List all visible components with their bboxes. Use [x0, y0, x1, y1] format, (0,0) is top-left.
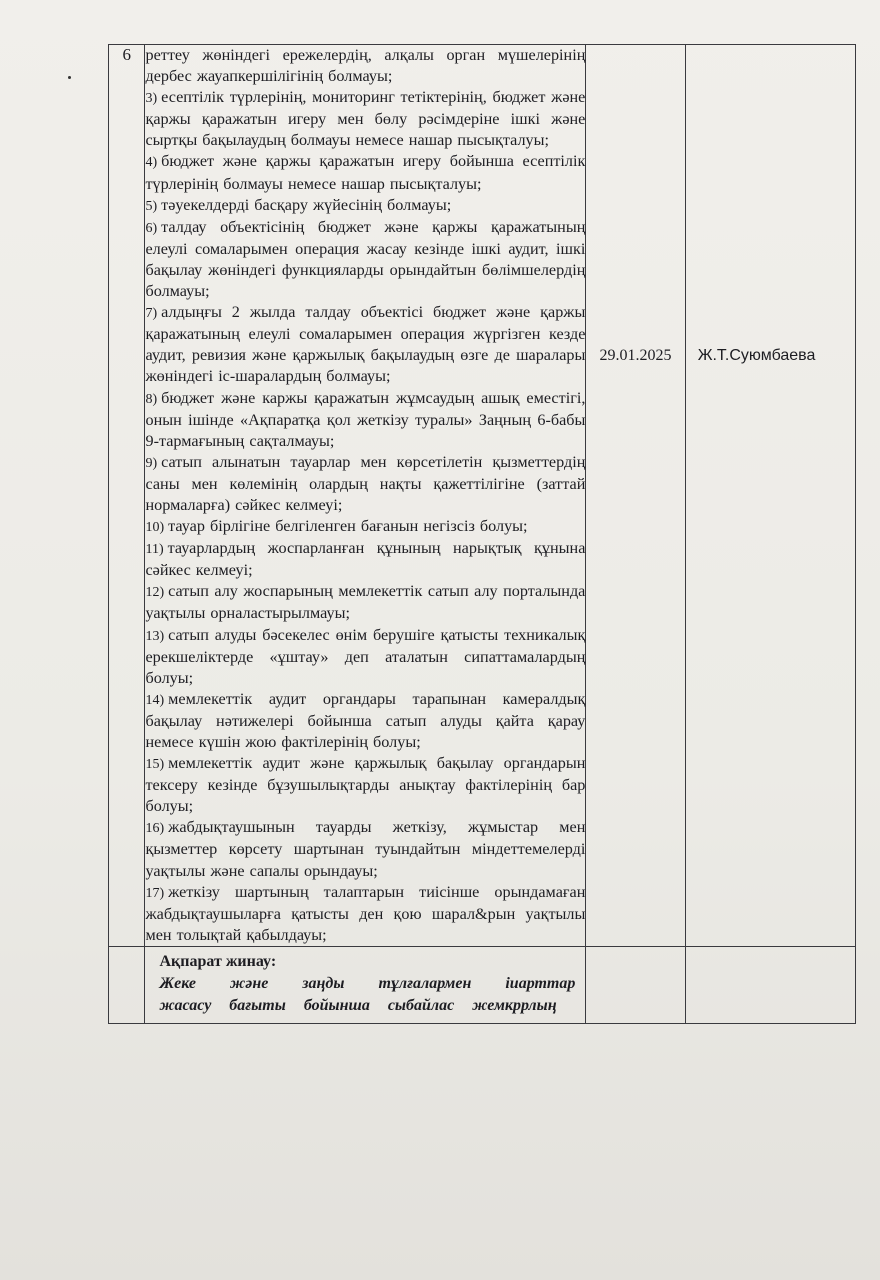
- item-text: бюджет және каржы қаражатын жұмсаудың ашық еместігі, онын ішінде «Ақпаратқа қол жеткізу туралы» Заңның 6-бабы 9-тармағының сақталмауы;: [145, 388, 586, 450]
- item-text: тәуекелдерді басқару жүйесінің болмауы;: [161, 195, 452, 214]
- section-heading: Ақпарат жинау:: [159, 952, 277, 970]
- item-marker: 6): [145, 220, 158, 236]
- list-item: [145, 217, 585, 302]
- item-text: сатып алынатын тауарлар мен көрсетілетін қызметтердің саны мен көлемінің олардың нақты қажеттілігіне (заттай нормаларға) сәйкес келмеуі;: [145, 452, 586, 514]
- list-item: [145, 388, 585, 452]
- section-subheading: Жеке және заңды тұлғалармен іиарттар жасасу бағыты бойынша сыбайлас жемкррлың: [159, 974, 576, 1014]
- item-text: бюджет және қаржы қаражатын игеру бойынша есептілік түрлерінің болмауы немесе нашар пысықталуы;: [145, 152, 586, 193]
- row-number: 6: [109, 45, 145, 947]
- list-item: [145, 87, 585, 151]
- date-cell-empty: [586, 946, 685, 1023]
- item-text: тауар бірлігіне белгіленген бағанын негізсіз болуы;: [168, 517, 528, 536]
- responsible-cell-empty: [685, 946, 855, 1023]
- list-item: [145, 302, 585, 387]
- item-marker: 10): [145, 520, 165, 536]
- risk-table: [108, 44, 856, 1024]
- item-text: жабдықтаушынын тауарды жеткізу, жұмыстар мен қызметтер көрсету шартынан туындайтын міндеттемелерді уақтылы және сапалы орындауы;: [145, 818, 586, 880]
- item-marker: 9): [145, 455, 158, 471]
- next-section-cell: [145, 946, 586, 1023]
- list-item: [145, 195, 585, 217]
- list-item: [145, 516, 585, 538]
- item-text: тауарлардың жоспарланған құнының нарықтық құнына сәйкес келмеуі;: [145, 539, 586, 580]
- item-marker: 4): [145, 155, 158, 171]
- row-number-empty: [109, 946, 145, 1023]
- item-marker: 13): [145, 628, 165, 644]
- item-text: мемлекеттік аудит және қаржылық бақылау органдарын тексеру кезінде бұзушылықтарды анықтау фактілерінің бар болуы;: [145, 754, 586, 816]
- date-cell: [586, 45, 685, 947]
- list-item: [145, 538, 585, 581]
- risk-list: [145, 45, 585, 946]
- list-item: [145, 452, 585, 516]
- item-text: талдау объектісінің бюджет және қаржы қаражатының елеулі сомаларымен операция жасау кезінде ішкі аудит, ішкі бақылау жөніндегі функцияларды орындайтын бөлімшелердің болмауы;: [145, 217, 586, 301]
- item-marker: 17): [145, 885, 165, 901]
- list-item: [145, 753, 585, 817]
- item-marker: 14): [145, 692, 165, 708]
- item-text: мемлекеттік аудит органдары тарапынан камералдық бақылау нәтижелері бойынша сатып алуды қайта қарау немесе күшін жою фактілерінің болуы;: [145, 689, 586, 751]
- item-marker: 8): [145, 391, 158, 407]
- item-text: реттеу жөніндегі ережелердің, алқалы орган мүшелерінің дербес жауапкершілігінің болмауы;: [145, 46, 586, 86]
- responsible-cell: [685, 45, 855, 947]
- item-text: сатып алуды бәсекелес өнім берушіге қатысты техникалық ерекшеліктерде «ұштау» деп аталатын сипаттамалардың болуы;: [145, 625, 586, 687]
- list-item: [145, 882, 585, 946]
- item-marker: 11): [145, 542, 164, 558]
- item-text: сатып алу жоспарының мемлекеттік сатып алу порталында уақтылы орналастырылмауы;: [145, 582, 586, 623]
- list-item: [145, 581, 585, 624]
- table-row: [109, 45, 856, 947]
- list-item: [145, 45, 585, 87]
- item-marker: 5): [145, 198, 158, 214]
- responsible-person: Ж.Т.Суюмбаева: [697, 347, 816, 364]
- item-text: жеткізу шартының талаптарын тиісінше орындамаған жабдықтаушыларға қатысты ден қою шарал&рын уақтылы мен толықтай қабылдауы;: [145, 882, 586, 944]
- item-marker: 16): [145, 821, 165, 837]
- list-item: [145, 625, 585, 689]
- list-item: [145, 689, 585, 753]
- item-marker: 3): [145, 91, 158, 107]
- risk-list-cell: [145, 45, 586, 947]
- speck: [68, 76, 71, 79]
- list-item: [145, 151, 585, 194]
- item-marker: 7): [145, 306, 158, 322]
- list-item: [145, 817, 585, 881]
- table-row: [109, 946, 856, 1023]
- item-marker: 15): [145, 757, 165, 773]
- item-text: есептілік түрлерінің, мониторинг тетіктерінің, бюджет және қаржы қаражатын игеру мен бөлу рәсімдеріне ішкі және сыртқы бақылаудың болмауы немесе нашар пысықталуы;: [145, 88, 586, 150]
- item-marker: 12): [145, 585, 165, 601]
- deadline-date: 29.01.2025: [599, 347, 672, 364]
- item-text: алдыңғы 2 жылда талдау объектісі бюджет және қаржы қаражатының елеулі сомаларымен операция жүргізген кезде аудит, ревизия және қаржылық бақылаудың өзге де шаралары жөніндегі іс-шаралардың болмауы;: [145, 303, 586, 386]
